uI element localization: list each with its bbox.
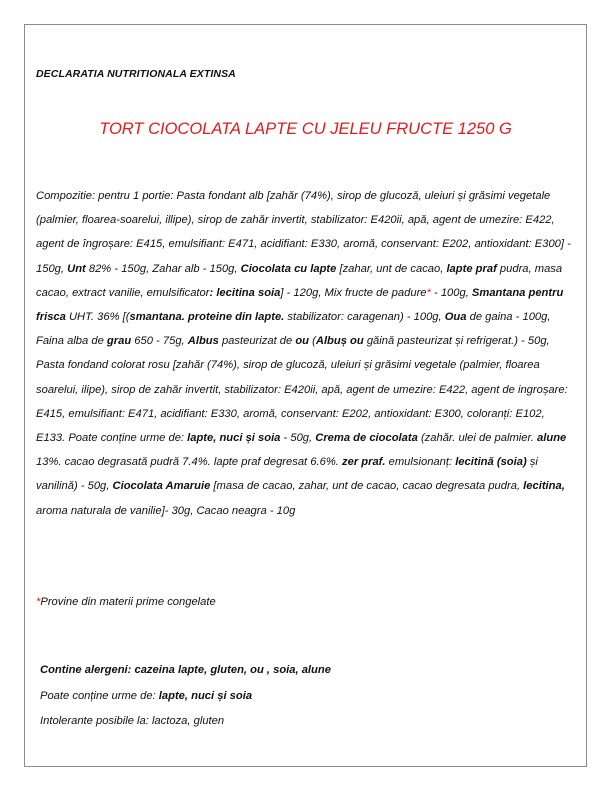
composition-text: ( [309, 335, 316, 348]
composition-text: emulsionanț: [385, 456, 456, 469]
allergen-highlight: lapte praf [446, 262, 497, 275]
composition-text: 650 - 75g, [131, 335, 188, 348]
allergen-highlight: lecitina, [523, 480, 565, 493]
composition-text: (zahăr. ulei de palmier. [417, 432, 538, 445]
allergen-highlight: ou [295, 335, 310, 348]
allergen-highlight: Oua [444, 311, 467, 324]
composition-text: stabilizator: caragenan) - 100g, [284, 311, 445, 324]
allergen-highlight: Ciocolata Amaruie [112, 480, 211, 493]
composition-text: aroma naturala de vanilie]- 30g, Cacao neagra - 10g [36, 504, 296, 517]
allergen-highlight: Ciocolata cu lapte [240, 262, 337, 275]
composition-text: Compozitie: pentru 1 portie: Pasta fondant alb [zahăr (74%), sirop de glucoză, uleiuri și grăsimi vegetale (palmier, floarea-soarelui, illipe), sirop de zahăr invertit, stabilizator: E420ii, apă, agent de umezire: E422, agent de îngroșare: E415, emulsifiant: E471, acidifiant: E330, aromă, conservant: E202, antioxidant: E300] - 150g, [36, 190, 571, 275]
composition-text: ] - 120g, Mix fructe de padure [280, 286, 427, 299]
traces-prefix: Poate conține urme de: [40, 689, 159, 702]
composition-text: pasteurizat de [218, 335, 296, 348]
allergen-highlight: : lecitina soia [209, 286, 281, 299]
allergen-highlight: Smantana pentru frisca [36, 286, 564, 324]
composition-text: 13%. cacao degrasată pudră 7.4%. lapte praf degresat 6.6%. [36, 456, 342, 469]
intolerances-line: Intolerante posibile la: lactoza, gluten [40, 715, 225, 727]
composition-text: 82% - 150g, Zahar alb - 150g, [85, 262, 241, 275]
allergen-highlight: alune [537, 432, 567, 445]
note-text: Provine din materii prime congelate [40, 596, 216, 608]
composition-text: pudra, masa cacao, extract vanilie, emulsificator [36, 262, 563, 299]
allergen-highlight: lapte, nuci și soia [187, 432, 281, 445]
allergen-highlight: Albuș ou [315, 335, 364, 348]
allergen-highlight: grau [106, 335, 132, 348]
asterisk-mark: * [426, 286, 431, 299]
allergen-highlight: Unt [67, 262, 86, 275]
allergen-highlight: zer praf. [342, 456, 386, 469]
product-title: TORT CIOCOLATA LAPTE CU JELEU FRUCTE 1250 G [99, 120, 512, 138]
composition-text: - 50g, [280, 432, 316, 445]
traces-line [40, 684, 331, 710]
composition-text: de gaina - 100g, Faina alba de [36, 311, 551, 348]
allergen-highlight: Albus [187, 335, 219, 348]
composition-text: [zahar, unt de cacao, [336, 262, 447, 275]
composition-text: [masa de cacao, zahar, unt de cacao, cacao degresata pudra, [210, 480, 524, 493]
allergen-highlight: smantana. proteine din lapte. [129, 311, 285, 324]
allergen-highlight: lecitină (soia) [455, 456, 527, 469]
composition-text: și vanilină) - 50g, [36, 456, 538, 493]
composition-text: - 100g, [430, 286, 472, 299]
composition-text: găină pasteurizat și refrigerat.) - 50g, Pasta fondand colorat rosu [zahăr (74%), sirop de glucoză, uleiuri și grăsimi vegetale (palmier, floarea soarelui, ilipe), sirop de zahăr invertit, stabilizator: E420ii, apă, agent de umezire: E422, agent de ingroșare: E415, emulsifiant: E471, acidifiant: E330, aromă, conservant: E202, antioxidant: E300, coloranți: E102, E133. Poate conține urme de: [36, 335, 568, 445]
composition-paragraph [36, 184, 576, 523]
frozen-ingredients-note [36, 596, 216, 608]
traces-items: lapte, nuci și soia [158, 689, 253, 702]
document-header: DECLARATIA NUTRITIONALA EXTINSA [36, 68, 236, 80]
asterisk-mark: * [36, 596, 41, 608]
composition-text: UHT. 36% [( [65, 311, 130, 324]
allergen-list: Contine alergeni: cazeina lapte, gluten, ou , soia, alune [40, 664, 331, 676]
allergen-section [40, 658, 331, 735]
allergen-highlight: Crema de ciocolata [315, 432, 418, 445]
